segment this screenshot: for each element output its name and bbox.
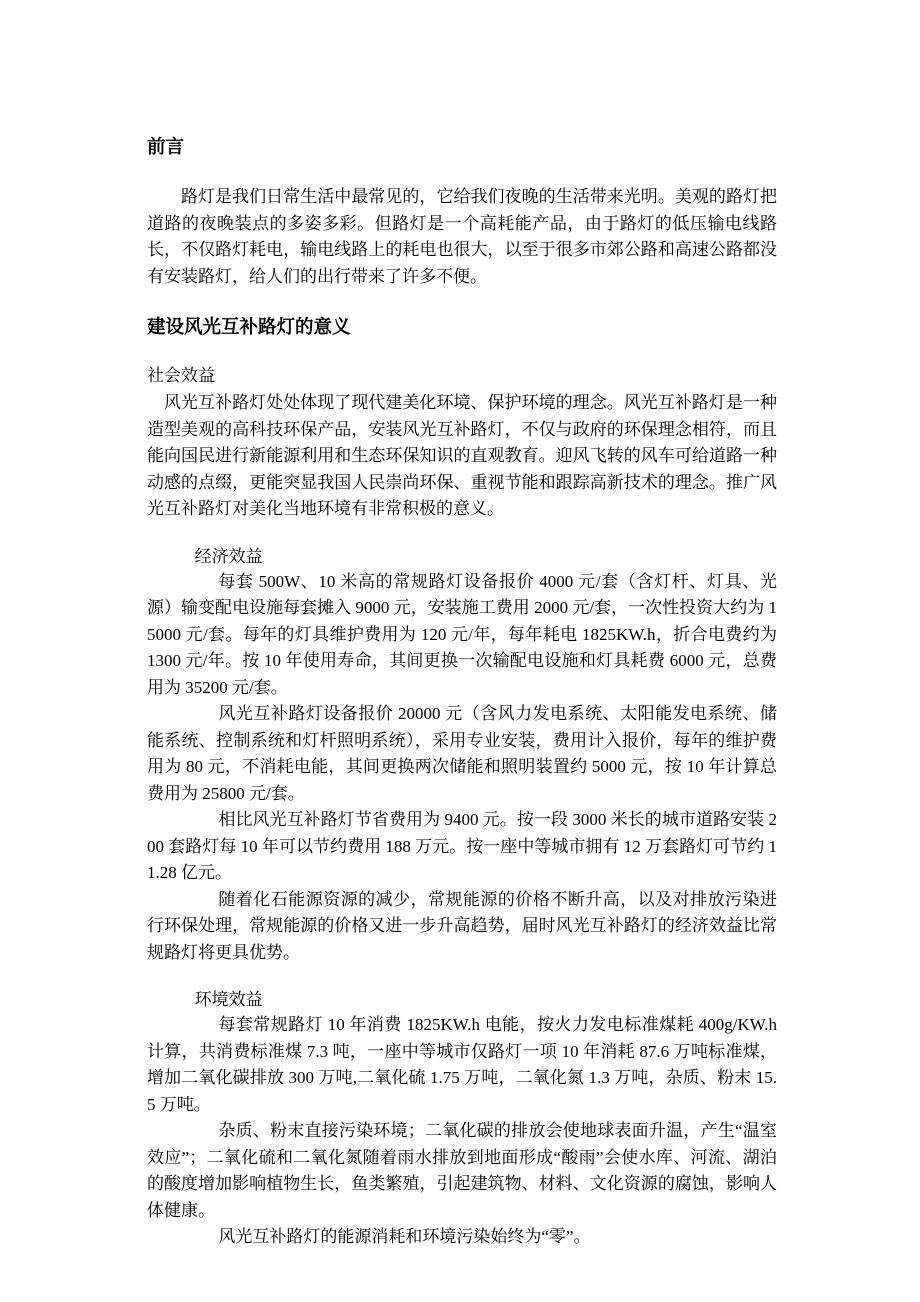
foreword-paragraph: 路灯是我们日常生活中最常见的，它给我们夜晚的生活带来光明。美观的路灯把道路的夜晚装点的多姿多彩。但路灯是一个高耗能产品，由于路灯的低压输电线路长，不仅路灯耗电，输电线路上的耗电也很大，以至于很多市郊公路和高速公路都没有安装路灯，给人们的出行带来了许多不便。 [147, 187, 777, 286]
environmental-paragraph-zero: 风光互补路灯的能源消耗和环境污染始终为“零”。 [218, 1227, 591, 1246]
social-benefits-paragraph: 风光互补路灯处处体现了现代建美化环境、保护环境的理念。风光互补路灯是一种造型美观的高科技环保产品，安装风光互补路灯，不仅与政府的环保理念相符，而且能向国民进行新能源利用和生态环保知识的直观教育。迎风飞转的风车可给道路一种动感的点缀，更能突显我国人民崇尚环保、重视节能和跟踪高新技术的理念。推广风光互补路灯对美化当地环境有非常积极的意义。 [147, 393, 777, 518]
heading-economic-benefits: 经济效益 [194, 546, 263, 566]
economic-paragraph-trend: 随着化石能源资源的减少，常规能源的价格不断升高，以及对排放污染进行环保处理，常规能源的价格又进一步升高趋势，届时风光互补路灯的经济效益比常规路灯将更具优势。 [147, 889, 777, 962]
economic-paragraph-conventional-cost: 每套 500W、10 米高的常规路灯设备报价 4000 元/套（含灯杆、灯具、光源）输变配电设施每套摊入 9000 元，安装施工费用 2000 元/套，一次性投资大约为 15000 元/套。每年的灯具维护费用为 120 元/年，每年耗电 1825KW.h，折合电费约为 1300 元/年。按 10 年使用寿命，其间更换一次输配电设施和灯具耗费 6000 元，总费用为 35200 元/套。 [147, 571, 777, 697]
heading-foreword: 前言 [147, 138, 185, 158]
environmental-paragraph-pollution-effects: 杂质、粉末直接污染环境；二氧化碳的排放会使地球表面升温，产生“温室效应”；二氧化硫和二氧化氮随着雨水排放到地面形成“酸雨”会使水库、河流、湖泊的酸度增加影响植物生长，鱼类繁殖，引起建筑物、材料、文化资源的腐蚀，影响人体健康。 [147, 1121, 777, 1220]
heading-significance: 建设风光互补路灯的意义 [147, 318, 351, 338]
economic-paragraph-savings: 相比风光互补路灯节省费用为 9400 元。按一段 3000 米长的城市道路安装 200 套路灯每 10 年可以节约费用 188 万元。按一座中等城市拥有 12 万套路灯可节约 11.28 亿元。 [147, 810, 777, 882]
heading-social-benefits: 社会效益 [147, 366, 215, 385]
heading-environmental-benefits: 环境效益 [194, 990, 263, 1009]
economic-paragraph-hybrid-cost: 风光互补路灯设备报价 20000 元（含风力发电系统、太阳能发电系统、储能系统、控制系统和灯杆照明系统），采用专业安装，费用计入报价，每年的维护费用为 80 元，不消耗电能，其间更换两次储能和照明装置约 5000 元，按 10 年计算总费用为 25800 元/套。 [147, 704, 777, 803]
environmental-paragraph-coal-consumption: 每套常规路灯 10 年消费 1825KW.h 电能，按火力发电标准煤耗 400g/KW.h 计算，共消费标准煤 7.3 吨，一座中等城市仅路灯一项 10 年消耗 87.6 万吨标准煤，增加二氧化碳排放 300 万吨,二氧化硫 1.75 万吨，二氧化氮 1.3 万吨，杂质、粉末 15.5 万吨。 [147, 1015, 777, 1114]
